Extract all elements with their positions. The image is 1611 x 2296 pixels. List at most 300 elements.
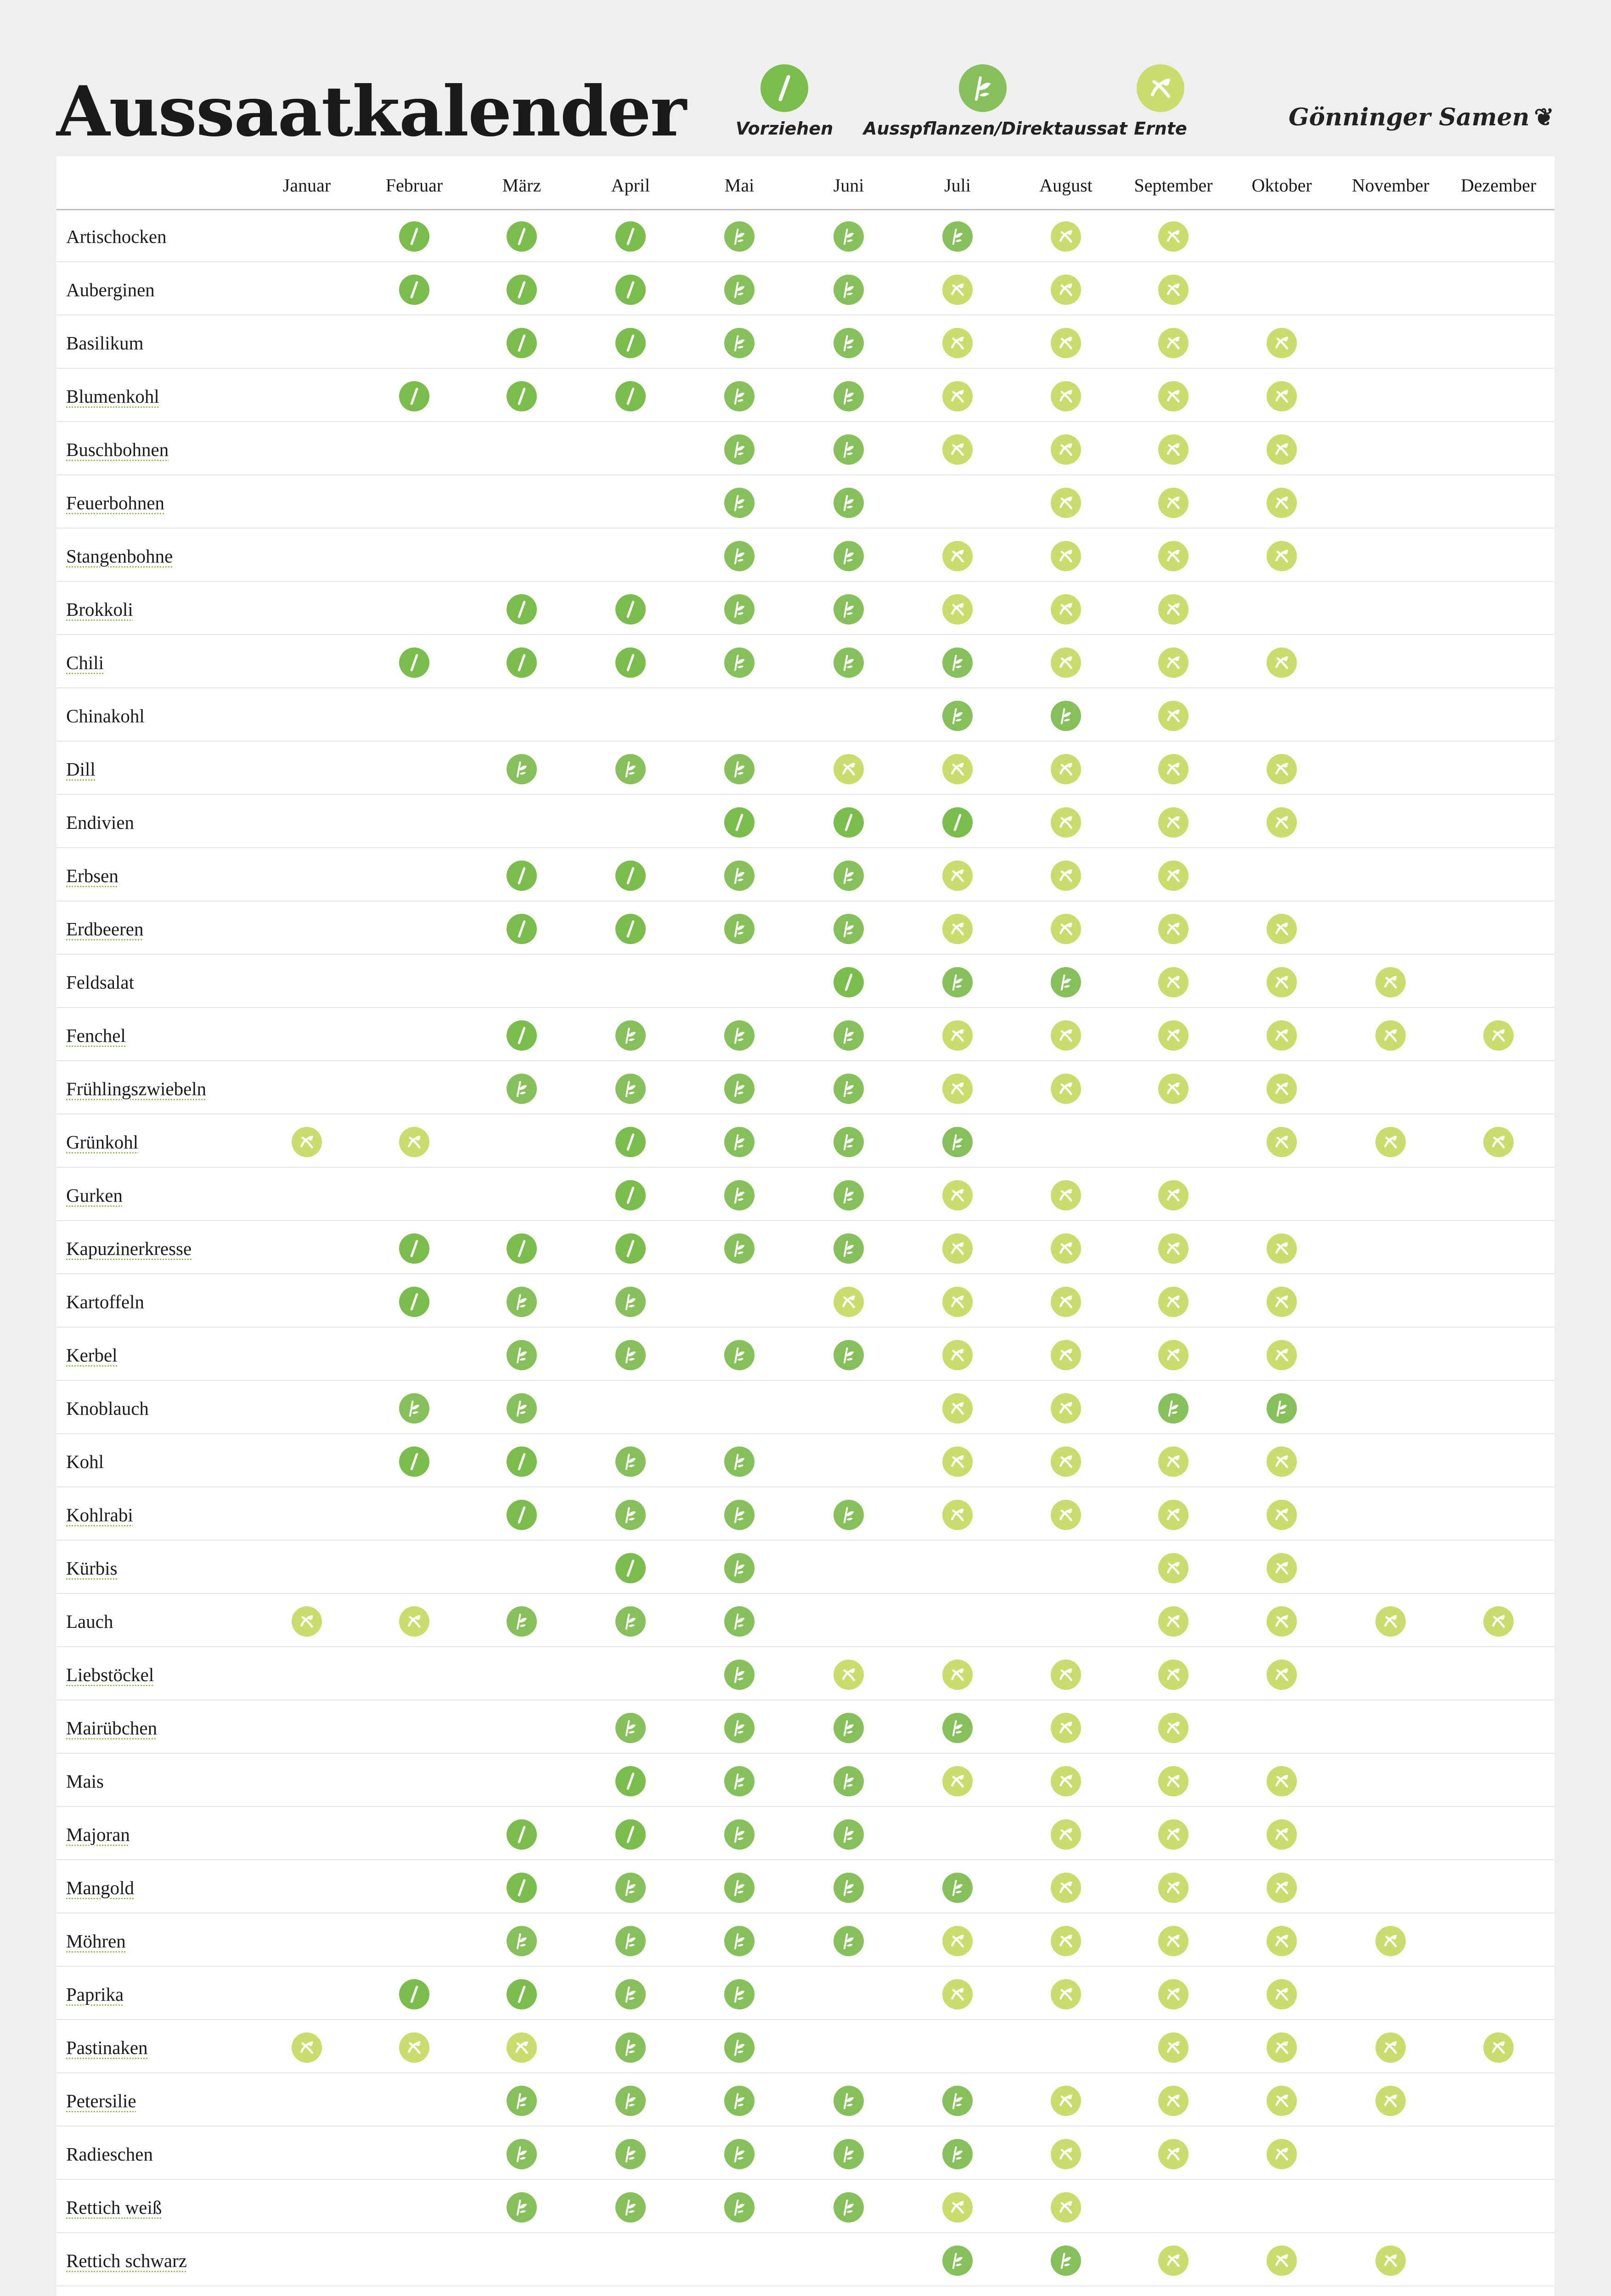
harvest-icon <box>1158 1446 1189 1477</box>
plant-name[interactable]: Liebstöckel <box>66 1664 154 1685</box>
sprout-icon <box>724 541 755 571</box>
harvest-icon <box>1158 914 1189 944</box>
harvest-icon <box>1051 434 1081 465</box>
sprout-icon <box>834 2139 864 2169</box>
harvest-icon <box>1158 1287 1189 1317</box>
harvest-icon <box>1267 2245 1297 2276</box>
harvest-icon <box>1267 1766 1297 1796</box>
harvest-icon <box>1051 1180 1081 1210</box>
slash-icon <box>615 381 646 411</box>
plant-name[interactable]: Mangold <box>66 1877 135 1898</box>
harvest-icon <box>942 328 973 358</box>
plant-name: Endivien <box>66 812 135 833</box>
table-row <box>56 1647 1555 1700</box>
harvest-icon <box>1158 434 1189 465</box>
legend-plant-label: Ausspflanzen/Direktaussat <box>863 118 1127 139</box>
sprout-icon <box>834 1233 864 1264</box>
plant-name: Kohl <box>66 1451 104 1472</box>
sprout-icon <box>834 1500 864 1530</box>
harvest-icon <box>1051 807 1081 838</box>
harvest-icon <box>942 381 973 411</box>
plant-name[interactable]: Majoran <box>66 1824 130 1845</box>
sprout-icon <box>615 1446 646 1477</box>
table-row <box>56 1860 1555 1913</box>
harvest-icon <box>1375 967 1406 997</box>
page-title: Aussaatkalender <box>56 71 686 152</box>
month-header-juli: Juli <box>944 175 971 196</box>
sprout-icon <box>724 1340 755 1370</box>
harvest-icon <box>1375 2086 1406 2116</box>
harvest-icon <box>1158 328 1189 358</box>
harvest-icon <box>1267 2139 1297 2169</box>
legend-harvest <box>1041 64 1280 139</box>
table-row <box>56 795 1555 848</box>
sprout-icon <box>724 2032 755 2063</box>
harvest-icon <box>1158 1713 1189 1743</box>
harvest-icon <box>1051 275 1081 305</box>
month-header-märz: März <box>502 175 541 196</box>
harvest-icon <box>1158 1180 1189 1210</box>
harvest-icon <box>1158 2032 1189 2063</box>
sprout-icon <box>834 488 864 518</box>
slash-icon <box>615 647 646 678</box>
harvest-icon <box>1051 1233 1081 1264</box>
table-row <box>56 955 1555 1008</box>
legend-sow-label: Vorziehen <box>735 118 834 139</box>
harvest-icon <box>507 2032 537 2063</box>
plant-name: Artischocken <box>66 226 167 247</box>
harvest-icon <box>1158 1873 1189 1903</box>
harvest-icon <box>1051 381 1081 411</box>
sprout-icon <box>724 1819 755 1850</box>
month-header-dezember: Dezember <box>1460 175 1537 196</box>
harvest-icon <box>1051 1074 1081 1104</box>
sprout-icon <box>834 1340 864 1370</box>
plant-name[interactable]: Kerbel <box>66 1345 118 1366</box>
harvest-icon <box>1051 861 1081 891</box>
sprout-icon <box>834 2192 864 2223</box>
harvest-icon <box>1267 328 1297 358</box>
plant-name: Feldsalat <box>66 972 135 993</box>
table-row <box>56 688 1555 742</box>
slash-icon <box>615 594 646 625</box>
legend-harvest-label: Ernte <box>1134 118 1187 139</box>
harvest-icon <box>1158 1660 1189 1690</box>
harvest-icon <box>1158 1074 1189 1104</box>
sprout-icon <box>724 1233 755 1264</box>
table-row <box>56 901 1555 955</box>
slash-icon <box>507 1020 537 1051</box>
table-header <box>56 156 1555 210</box>
harvest-icon <box>942 541 973 571</box>
table-row <box>56 1061 1555 1114</box>
plant-name[interactable]: Möhren <box>66 1930 126 1952</box>
plant-name: Kartoffeln <box>66 1291 145 1312</box>
harvest-icon <box>292 2032 322 2063</box>
sprout-icon <box>1158 1393 1189 1424</box>
table-row <box>56 2073 1555 2127</box>
plant-name: Auberginen <box>66 279 155 300</box>
sprout-icon <box>615 2139 646 2169</box>
plant-name[interactable]: Buschbohnen <box>66 439 169 460</box>
plant-name: Radieschen <box>66 2144 153 2165</box>
harvest-icon <box>1267 1819 1297 1850</box>
sprout-icon <box>507 1393 537 1424</box>
harvest-icon <box>942 1446 973 1477</box>
plant-name[interactable]: Dill <box>66 759 96 780</box>
harvest-icon <box>1267 1660 1297 1690</box>
slash-icon <box>507 861 537 891</box>
sprout-icon <box>1051 967 1081 997</box>
sprout-icon <box>615 1713 646 1743</box>
harvest-icon <box>1375 1926 1406 1956</box>
plant-name[interactable]: Blumenkohl <box>66 386 159 407</box>
table-row <box>56 369 1555 422</box>
month-header-juni: Juni <box>833 175 864 196</box>
harvest-icon <box>1158 967 1189 997</box>
sprout-icon <box>1051 2245 1081 2276</box>
plant-name[interactable]: Gurken <box>66 1185 123 1206</box>
sprout-icon <box>724 1926 755 1956</box>
harvest-icon <box>1267 807 1297 838</box>
table-row <box>56 209 1555 262</box>
plant-name[interactable]: Paprika <box>66 1984 124 2005</box>
slash-icon <box>615 1766 646 1796</box>
plant-name[interactable]: Brokkoli <box>66 599 133 620</box>
sprout-icon <box>834 1873 864 1903</box>
harvest-icon <box>1051 754 1081 784</box>
sprout-icon <box>615 1926 646 1956</box>
slash-icon <box>615 861 646 891</box>
harvest-icon <box>1051 541 1081 571</box>
harvest-icon <box>1051 1766 1081 1796</box>
harvest-icon <box>1051 1500 1081 1530</box>
harvest-icon <box>1137 64 1184 112</box>
harvest-icon <box>1158 381 1189 411</box>
sprout-icon <box>724 381 755 411</box>
sprout-icon <box>724 1873 755 1903</box>
harvest-icon <box>1267 914 1297 944</box>
sprout-icon <box>507 2086 537 2116</box>
harvest-icon <box>1051 1446 1081 1477</box>
sprout-icon <box>615 1074 646 1104</box>
plant-name[interactable]: Frühlingszwiebeln <box>66 1078 207 1099</box>
slash-icon <box>399 1446 429 1477</box>
table-row <box>56 1114 1555 1168</box>
table-row <box>56 848 1555 901</box>
slash-icon <box>399 647 429 678</box>
sprout-icon <box>724 1766 755 1796</box>
brand-name: Gönninger Samen <box>1289 103 1530 131</box>
sprout-icon <box>942 967 973 997</box>
harvest-icon <box>1158 1500 1189 1530</box>
table-row <box>56 2180 1555 2233</box>
harvest-icon <box>942 754 973 784</box>
plant-name[interactable]: Kohlrabi <box>66 1504 133 1525</box>
harvest-icon <box>1158 1606 1189 1637</box>
harvest-icon <box>1483 1606 1514 1637</box>
harvest-icon <box>942 275 973 305</box>
slash-icon <box>507 1446 537 1477</box>
plant-name[interactable]: Feuerbohnen <box>66 492 165 513</box>
sprout-icon <box>615 1340 646 1370</box>
harvest-icon <box>1158 861 1189 891</box>
sprout-icon <box>942 701 973 731</box>
sprout-icon <box>942 2245 973 2276</box>
plant-name[interactable]: Kapuzinerkresse <box>66 1238 192 1259</box>
harvest-icon <box>1267 1979 1297 2009</box>
harvest-icon <box>1267 967 1297 997</box>
sprout-icon <box>834 1926 864 1956</box>
slash-icon <box>615 1127 646 1157</box>
harvest-icon <box>1158 1020 1189 1051</box>
plant-name[interactable]: Erbsen <box>66 865 118 886</box>
harvest-icon <box>1051 594 1081 625</box>
month-header-september: September <box>1134 175 1213 196</box>
harvest-icon <box>1051 1287 1081 1317</box>
harvest-icon <box>1158 1766 1189 1796</box>
table-row <box>56 315 1555 369</box>
harvest-icon <box>1375 1127 1406 1157</box>
harvest-icon <box>399 1606 429 1637</box>
harvest-icon <box>1267 1553 1297 1583</box>
harvest-icon <box>942 1393 973 1424</box>
harvest-icon <box>942 434 973 465</box>
harvest-icon <box>1267 1074 1297 1104</box>
sprout-icon <box>834 1074 864 1104</box>
table-row <box>56 2233 1555 2286</box>
brand-logo[interactable] <box>1289 103 1554 131</box>
harvest-icon <box>942 1340 973 1370</box>
sprout-icon <box>724 488 755 518</box>
harvest-icon <box>1051 647 1081 678</box>
harvest-icon <box>942 1020 973 1051</box>
harvest-icon <box>1267 1926 1297 1956</box>
table-row <box>56 2020 1555 2073</box>
harvest-icon <box>1158 647 1189 678</box>
plant-name[interactable]: Mairübchen <box>66 1717 158 1739</box>
sprout-icon <box>834 275 864 305</box>
table-row <box>56 1221 1555 1274</box>
sprout-icon <box>615 1873 646 1903</box>
harvest-icon <box>1375 2032 1406 2063</box>
harvest-icon <box>292 1127 322 1157</box>
harvest-icon <box>1051 1873 1081 1903</box>
sprout-icon <box>615 2192 646 2223</box>
month-header-mai: Mai <box>724 175 755 196</box>
harvest-icon <box>1267 1340 1297 1370</box>
harvest-icon <box>1483 2032 1514 2063</box>
sprout-icon <box>834 914 864 944</box>
table-row <box>56 1913 1555 1967</box>
harvest-icon <box>1267 647 1297 678</box>
sprout-icon <box>724 2192 755 2223</box>
harvest-icon <box>1267 1127 1297 1157</box>
table-row <box>56 635 1555 688</box>
sprout-icon <box>724 1553 755 1583</box>
harvest-icon <box>1267 1606 1297 1637</box>
slash-icon <box>507 1819 537 1850</box>
slash-icon <box>615 914 646 944</box>
sprout-icon <box>724 1180 755 1210</box>
slash-icon <box>507 1873 537 1903</box>
harvest-icon <box>1267 488 1297 518</box>
plant-name[interactable]: Stangenbohne <box>66 546 173 567</box>
sprout-icon <box>834 328 864 358</box>
sprout-icon <box>724 1446 755 1477</box>
slash-icon <box>399 1979 429 2009</box>
sprout-icon <box>615 1500 646 1530</box>
table-row <box>56 1008 1555 1061</box>
table-row <box>56 1807 1555 1860</box>
sprout-icon <box>507 1074 537 1104</box>
table-row <box>56 582 1555 635</box>
sprout-icon <box>834 1766 864 1796</box>
sprout-icon <box>942 2139 973 2169</box>
sprout-icon <box>834 541 864 571</box>
slash-icon <box>507 328 537 358</box>
sprout-icon <box>834 1819 864 1850</box>
slash-icon <box>834 807 864 838</box>
harvest-icon <box>1375 2245 1406 2276</box>
harvest-icon <box>1051 2139 1081 2169</box>
harvest-icon <box>1267 1020 1297 1051</box>
slash-icon <box>399 275 429 305</box>
plant-name[interactable]: Rettich weiß <box>66 2197 162 2218</box>
table-row <box>56 742 1555 795</box>
harvest-icon <box>1158 541 1189 571</box>
sprout-icon <box>724 275 755 305</box>
slash-icon <box>399 1233 429 1264</box>
slash-icon <box>399 381 429 411</box>
sprout-icon <box>724 434 755 465</box>
slash-icon <box>399 1287 429 1317</box>
harvest-icon <box>1267 1446 1297 1477</box>
harvest-icon <box>1051 488 1081 518</box>
table-row <box>56 475 1555 529</box>
sprout-icon <box>724 1979 755 2009</box>
harvest-icon <box>1158 807 1189 838</box>
harvest-icon <box>1158 1926 1189 1956</box>
slash-icon <box>615 1819 646 1850</box>
harvest-icon <box>1158 1340 1189 1370</box>
plant-name[interactable]: Petersilie <box>66 2090 136 2111</box>
plant-name[interactable]: Rettich schwarz <box>66 2250 187 2271</box>
harvest-icon <box>834 1287 864 1317</box>
harvest-icon <box>942 861 973 891</box>
sprout-icon <box>834 221 864 252</box>
slash-icon <box>942 807 973 838</box>
plant-name: Basilikum <box>66 332 144 354</box>
slash-icon <box>507 1233 537 1264</box>
sprout-icon <box>615 1606 646 1637</box>
harvest-icon <box>1158 1553 1189 1583</box>
harvest-icon <box>399 2032 429 2063</box>
sprout-icon <box>942 1127 973 1157</box>
plant-name[interactable]: Pastinaken <box>66 2037 148 2058</box>
slash-icon <box>760 64 808 112</box>
harvest-icon <box>1267 381 1297 411</box>
harvest-icon <box>1267 754 1297 784</box>
sprout-icon <box>724 647 755 678</box>
harvest-icon <box>942 2192 973 2223</box>
sprout-icon <box>615 754 646 784</box>
slash-icon <box>507 914 537 944</box>
slash-icon <box>507 647 537 678</box>
harvest-icon <box>1375 1020 1406 1051</box>
harvest-icon <box>1158 1979 1189 2009</box>
harvest-icon <box>1051 1660 1081 1690</box>
harvest-icon <box>942 1500 973 1530</box>
header <box>0 0 1611 152</box>
harvest-icon <box>1158 1233 1189 1264</box>
sprout-icon <box>507 1606 537 1637</box>
sprout-icon <box>1051 701 1081 731</box>
sprout-icon <box>724 221 755 252</box>
harvest-icon <box>1158 2245 1189 2276</box>
plant-name[interactable]: Grünkohl <box>66 1131 139 1153</box>
harvest-icon <box>1267 541 1297 571</box>
sprout-icon <box>724 2086 755 2116</box>
sprout-icon <box>724 328 755 358</box>
harvest-icon <box>942 914 973 944</box>
plant-name: Mais <box>66 1771 104 1792</box>
table-row <box>56 2286 1555 2296</box>
harvest-icon <box>942 1180 973 1210</box>
slash-icon <box>615 221 646 252</box>
table-row <box>56 1541 1555 1594</box>
harvest-icon <box>1158 488 1189 518</box>
plant-name[interactable]: Erdbeeren <box>66 918 144 940</box>
calendar-table <box>56 156 1555 2296</box>
sprout-icon <box>615 1979 646 2009</box>
month-header-april: April <box>611 175 650 196</box>
sprout-icon <box>615 2086 646 2116</box>
sprout-icon <box>507 2192 537 2223</box>
plant-name[interactable]: Fenchel <box>66 1025 126 1046</box>
plant-name: Lauch <box>66 1611 113 1632</box>
slash-icon <box>834 967 864 997</box>
plant-name[interactable]: Kürbis <box>66 1558 118 1579</box>
sprout-icon <box>942 221 973 252</box>
sprout-icon <box>724 2139 755 2169</box>
sprout-icon <box>834 2086 864 2116</box>
harvest-icon <box>292 1606 322 1637</box>
harvest-icon <box>1051 2192 1081 2223</box>
slash-icon <box>615 1553 646 1583</box>
sprout-icon <box>834 1180 864 1210</box>
table-row <box>56 1168 1555 1221</box>
sprout-icon <box>1267 1393 1297 1424</box>
harvest-icon <box>942 1074 973 1104</box>
month-header-januar: Januar <box>282 175 331 196</box>
slash-icon <box>615 1180 646 1210</box>
sprout-icon <box>834 594 864 625</box>
plant-name: Knoblauch <box>66 1398 149 1419</box>
sprout-icon <box>834 861 864 891</box>
slash-icon <box>615 328 646 358</box>
sprout-icon <box>724 1500 755 1530</box>
plant-name[interactable]: Chili <box>66 652 104 673</box>
harvest-icon <box>942 1233 973 1264</box>
slash-icon <box>507 1979 537 2009</box>
table-row <box>56 1700 1555 1754</box>
sprout-icon <box>507 754 537 784</box>
sprout-icon <box>507 1926 537 1956</box>
sprout-icon <box>399 1393 429 1424</box>
harvest-icon <box>1483 1020 1514 1051</box>
sprout-icon <box>724 754 755 784</box>
